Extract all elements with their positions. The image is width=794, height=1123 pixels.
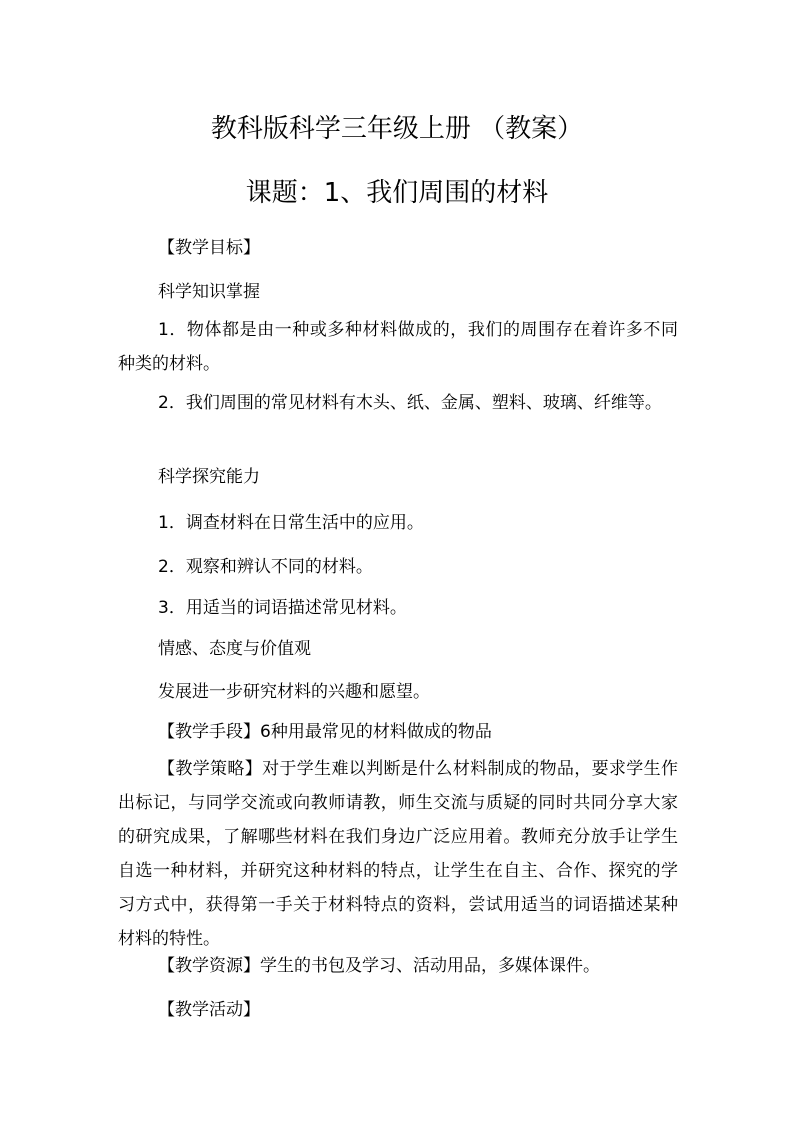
knowledge-item-1: 1．物体都是由一种或多种材料做成的，我们的周围存在着许多不同种类的材料。 — [118, 320, 678, 374]
lesson-subtitle: 课题：1、我们周围的材料 — [245, 178, 549, 208]
knowledge-heading: 科学知识掌握 — [158, 282, 260, 302]
document-title: 教科版科学三年级上册 （教案） — [210, 114, 584, 144]
inquiry-item-1: 1．调查材料在日常生活中的应用。 — [158, 513, 424, 533]
teaching-means: 【教学手段】6种用最常见的材料做成的物品 — [158, 722, 492, 742]
activities-heading: 【教学活动】 — [158, 1000, 260, 1020]
teaching-strategy: 【教学策略】对于学生难以判断是什么材料制成的物品，要求学生作出标记，与同学交流或向教师请教，师生交流与质疑的同时共同分享大家的研究成果，了解哪些材料在我们身边广泛应用着。教师充分放手让学生自选一种材料，并研究这种材料的特点，让学生在自主、合作、探究的学习方式中，获得第一手关于材料特点的资料，尝试用适当的词语描述某种材料的特性。 — [118, 759, 678, 949]
attitude-heading: 情感、态度与价值观 — [158, 639, 311, 659]
inquiry-heading: 科学探究能力 — [158, 467, 260, 487]
attitude-text: 发展进一步研究材料的兴趣和愿望。 — [158, 682, 430, 702]
inquiry-item-3: 3．用适当的词语描述常见材料。 — [158, 598, 407, 618]
goals-heading: 【教学目标】 — [158, 238, 260, 258]
inquiry-item-2: 2．观察和辨认不同的材料。 — [158, 557, 373, 577]
teaching-resources: 【教学资源】学生的书包及学习、活动用品，多媒体课件。 — [158, 956, 600, 976]
knowledge-item-2: 2．我们周围的常见材料有木头、纸、金属、塑料、玻璃、纤维等。 — [158, 393, 662, 413]
